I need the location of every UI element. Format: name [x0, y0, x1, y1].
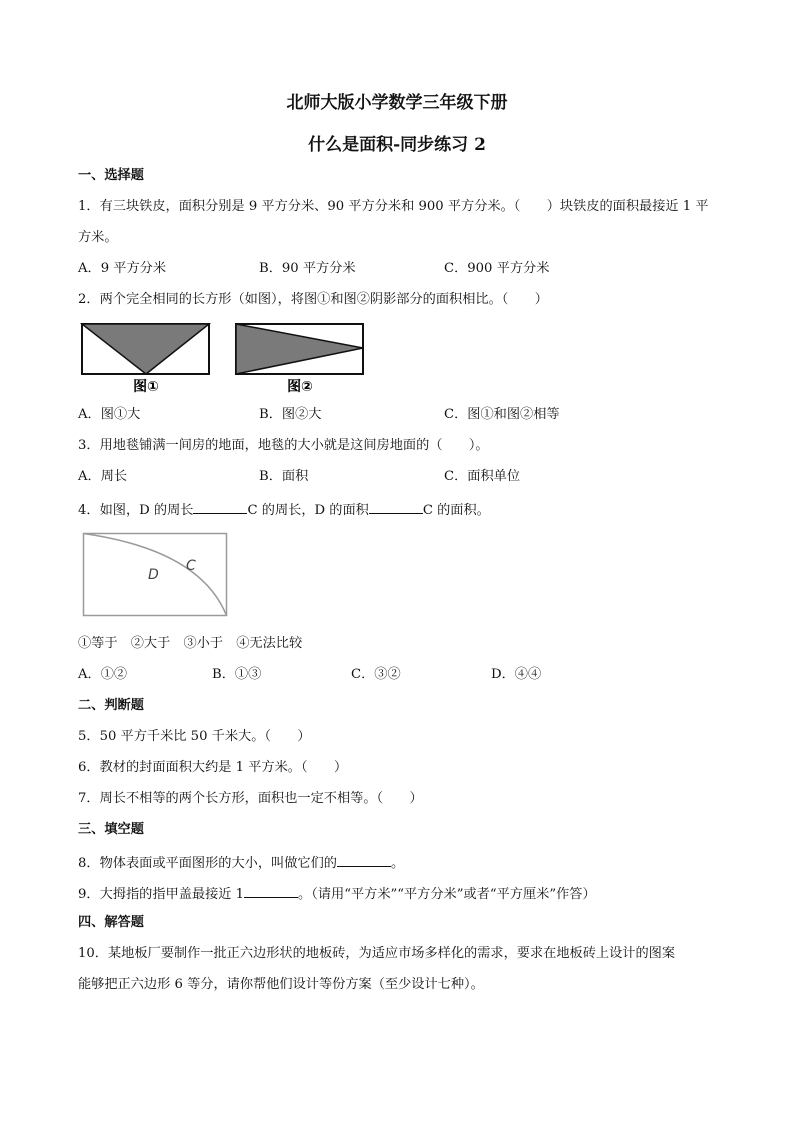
q2-option-a: A．图①大 — [78, 407, 141, 422]
figure-1 — [82, 324, 209, 395]
q7-text: 7．周长不相等的两个长方形，面积也一定不相等。（ ） — [78, 791, 423, 806]
q3-option-c: C．面积单位 — [444, 469, 521, 484]
q1-option-b: B．90 平方分米 — [259, 261, 356, 276]
q4-text — [78, 499, 490, 520]
q4-blank-1[interactable] — [193, 499, 247, 514]
q9-text-part1: 9．大拇指的指甲盖最接近 1 — [78, 887, 245, 902]
figure-1-label: 图① — [133, 379, 159, 395]
section-heading-solve: 四、解答题 — [78, 915, 144, 930]
q4-option-d: D．④④ — [491, 667, 542, 682]
section-heading-judge: 二、判断题 — [78, 698, 144, 713]
q4-label-c: C — [186, 558, 196, 574]
q4-blank-2[interactable] — [369, 499, 423, 514]
q4-option-a: A．①② — [78, 667, 128, 682]
q4-option-b: B．①③ — [212, 667, 262, 682]
q4-figure — [82, 532, 230, 620]
page-title: 北师大版小学数学三年级下册 — [286, 93, 508, 113]
q4-text-part3: C 的面积。 — [422, 503, 490, 518]
q3-option-a: A．周长 — [78, 469, 128, 484]
q1-option-a: A．9 平方分米 — [78, 261, 167, 276]
q4-label-d: D — [148, 567, 159, 583]
q8-text-part2: 。 — [390, 856, 405, 871]
q8-text-part1: 8．物体表面或平面图形的大小，叫做它们的 — [78, 856, 337, 871]
section-heading-fill: 三、填空题 — [78, 822, 144, 837]
q4-option-c: C．③② — [351, 667, 401, 682]
q2-option-c: C．图①和图②相等 — [444, 407, 560, 422]
q1-text-line1: 1．有三块铁皮，面积分别是 9 平方分米、90 平方分米和 900 平方分米。（ ）块铁皮的面积最接近 1 平 — [78, 199, 709, 214]
q4-text-part2: C 的周长，D 的面积 — [247, 503, 369, 518]
section-heading-choice: 一、选择题 — [78, 168, 144, 183]
q2-figures — [80, 320, 370, 398]
q5-text: 5．50 平方千米比 50 千米大。（ ） — [78, 729, 311, 744]
figure-2-label: 图② — [287, 379, 313, 395]
q2-text: 2．两个完全相同的长方形（如图），将图①和图②阴影部分的面积相比。（ ） — [78, 292, 548, 307]
page-subtitle: 什么是面积-同步练习 2 — [308, 135, 486, 155]
q9-text-part2: 。（请用“平方米”“平方分米”或者“平方厘米”作答） — [298, 887, 596, 902]
q6-text: 6．教材的封面面积大约是 1 平方米。（ ） — [78, 760, 348, 775]
q1-text-line2: 方米。 — [78, 230, 118, 245]
q3-option-b: B．面积 — [259, 469, 309, 484]
q8-text — [78, 852, 404, 873]
q1-option-c: C．900 平方分米 — [444, 261, 550, 276]
q8-blank[interactable] — [337, 852, 391, 867]
q9-blank[interactable] — [244, 883, 298, 898]
q9-text — [78, 883, 596, 904]
q2-option-b: B．图②大 — [259, 407, 322, 422]
q3-text: 3．用地毯铺满一间房的地面，地毯的大小就是这间房地面的（ ）。 — [78, 438, 489, 453]
q4-choice-legend: ①等于 ②大于 ③小于 ④无法比较 — [78, 636, 303, 651]
q4-text-part1: 4．如图，D 的周长 — [78, 503, 194, 518]
q10-text-line1: 10．某地板厂要制作一批正六边形状的地板砖，为适应市场多样化的需求，要求在地板砖上设计的图案 — [78, 946, 676, 961]
figure-2 — [236, 324, 363, 395]
q10-text-line2: 能够把正六边形 6 等分，请你帮他们设计等份方案（至少设计七种）。 — [78, 977, 484, 992]
